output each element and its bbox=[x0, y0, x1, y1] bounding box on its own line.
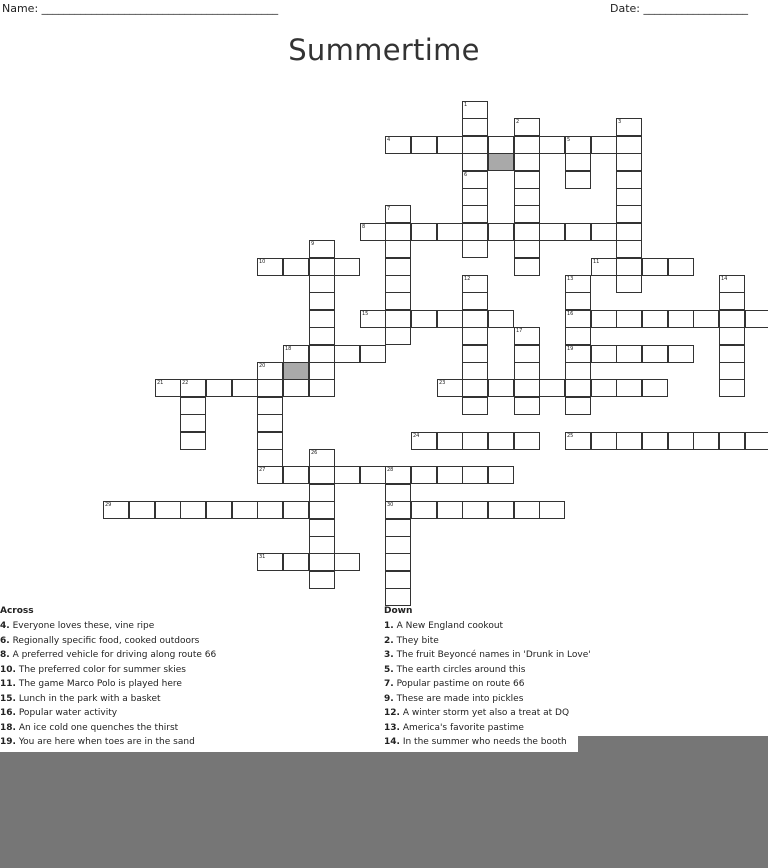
grid-cell[interactable] bbox=[180, 379, 206, 397]
grid-cell[interactable] bbox=[257, 432, 283, 450]
grid-cell[interactable] bbox=[385, 240, 411, 258]
grid-cell[interactable] bbox=[642, 345, 668, 363]
grid-cell[interactable] bbox=[103, 501, 129, 519]
grid-cell[interactable] bbox=[488, 379, 514, 397]
grid-cell[interactable] bbox=[334, 466, 360, 484]
grid-cell[interactable] bbox=[385, 571, 411, 589]
grid-cell[interactable] bbox=[514, 327, 540, 345]
grid-cell[interactable] bbox=[514, 379, 540, 397]
grid-cell[interactable] bbox=[462, 327, 488, 345]
grid-cell[interactable] bbox=[437, 223, 463, 241]
grid-cell[interactable] bbox=[309, 362, 335, 380]
clue-down-3: 3. The fruit Beyoncé names in 'Drunk in Love' bbox=[384, 650, 591, 660]
clue-across-6: 6. Regionally specific food, cooked outdoors bbox=[0, 636, 200, 646]
grid-cell[interactable] bbox=[257, 553, 283, 571]
clue-number: 1 bbox=[464, 102, 468, 108]
grid-cell[interactable] bbox=[309, 536, 335, 554]
clue-down-9: 9. These are made into pickles bbox=[384, 694, 524, 704]
grid-cell[interactable] bbox=[616, 136, 642, 154]
grid-cell[interactable] bbox=[565, 362, 591, 380]
grid-cell[interactable] bbox=[385, 519, 411, 537]
clue-down-1: 1. A New England cookout bbox=[384, 621, 504, 631]
grid-cell[interactable] bbox=[514, 432, 540, 450]
grid-cell[interactable] bbox=[565, 292, 591, 310]
grid-cell[interactable] bbox=[462, 345, 488, 363]
grid-cell[interactable] bbox=[514, 240, 540, 258]
grid-cell[interactable] bbox=[283, 345, 309, 363]
grid-cell[interactable] bbox=[360, 466, 386, 484]
grid-cell[interactable] bbox=[411, 466, 437, 484]
grid-cell[interactable] bbox=[565, 397, 591, 415]
grid-cell[interactable] bbox=[514, 205, 540, 223]
grid-cell[interactable] bbox=[309, 466, 335, 484]
clue-number: 24 bbox=[413, 433, 420, 439]
grid-cell[interactable] bbox=[616, 310, 642, 328]
grid-cell[interactable] bbox=[462, 136, 488, 154]
grid-cell[interactable] bbox=[565, 379, 591, 397]
grid-cell[interactable] bbox=[616, 153, 642, 171]
grid-cell[interactable] bbox=[309, 240, 335, 258]
grid-cell[interactable] bbox=[462, 292, 488, 310]
clue-number: 12 bbox=[464, 276, 471, 282]
clue-number: 23 bbox=[439, 380, 446, 386]
grid-cell[interactable] bbox=[180, 501, 206, 519]
grid-cell[interactable] bbox=[232, 379, 258, 397]
clue-across-4: 4. Everyone loves these, vine ripe bbox=[0, 621, 155, 631]
grid-cell[interactable] bbox=[462, 397, 488, 415]
grid-cell[interactable] bbox=[514, 223, 540, 241]
grid-cell[interactable] bbox=[539, 501, 565, 519]
grid-cell[interactable] bbox=[668, 345, 694, 363]
grid-cell[interactable] bbox=[488, 501, 514, 519]
clue-number: 29 bbox=[105, 502, 112, 508]
grid-cell[interactable] bbox=[565, 327, 591, 345]
grid-cell[interactable] bbox=[616, 240, 642, 258]
grid-cell[interactable] bbox=[488, 310, 514, 328]
clue-down-13: 13. America's favorite pastime bbox=[384, 723, 524, 733]
grid-cell[interactable] bbox=[385, 484, 411, 502]
grid-cell[interactable] bbox=[385, 588, 411, 606]
grid-cell[interactable] bbox=[411, 310, 437, 328]
clue-number: 25 bbox=[567, 433, 574, 439]
grid-cell[interactable] bbox=[257, 449, 283, 467]
clue-number: 31 bbox=[259, 554, 266, 560]
grid-cell[interactable] bbox=[693, 432, 719, 450]
grid-cell[interactable] bbox=[437, 432, 463, 450]
grid-cell[interactable] bbox=[257, 414, 283, 432]
clue-across-15: 15. Lunch in the park with a basket bbox=[0, 694, 161, 704]
grid-cell[interactable] bbox=[565, 345, 591, 363]
grid-cell[interactable] bbox=[385, 136, 411, 154]
grid-cell[interactable] bbox=[514, 362, 540, 380]
grid-cell[interactable] bbox=[719, 345, 745, 363]
clue-number: 10 bbox=[259, 259, 266, 265]
grid-cell[interactable] bbox=[514, 171, 540, 189]
grid-cell[interactable] bbox=[334, 345, 360, 363]
grid-cell[interactable] bbox=[309, 484, 335, 502]
clue-number: 20 bbox=[259, 363, 266, 369]
clue-down-7: 7. Popular pastime on route 66 bbox=[384, 679, 525, 689]
clue-number: 8 bbox=[362, 224, 366, 230]
clue-across-16: 16. Popular water activity bbox=[0, 708, 118, 718]
clue-number: 17 bbox=[516, 328, 523, 334]
grid-cell[interactable] bbox=[385, 205, 411, 223]
grid-cell[interactable] bbox=[309, 310, 335, 328]
grid-cell[interactable] bbox=[257, 501, 283, 519]
grid-cell[interactable] bbox=[385, 258, 411, 276]
grid-cell[interactable] bbox=[488, 136, 514, 154]
grid-cell[interactable] bbox=[591, 345, 617, 363]
grid-cell[interactable] bbox=[385, 536, 411, 554]
grid-cell[interactable] bbox=[283, 379, 309, 397]
grid-cell[interactable] bbox=[642, 258, 668, 276]
clue-number: 9 bbox=[311, 241, 315, 247]
grid-cell[interactable] bbox=[232, 501, 258, 519]
clue-number: 7 bbox=[387, 206, 391, 212]
clue-number: 30 bbox=[387, 502, 394, 508]
grid-cell[interactable] bbox=[437, 136, 463, 154]
grid-cell[interactable] bbox=[462, 188, 488, 206]
grid-cell[interactable] bbox=[334, 258, 360, 276]
grid-cell[interactable] bbox=[129, 501, 155, 519]
grid-cell[interactable] bbox=[565, 171, 591, 189]
grid-cell[interactable] bbox=[180, 397, 206, 415]
grid-cell[interactable] bbox=[488, 432, 514, 450]
grid-cell[interactable] bbox=[616, 258, 642, 276]
grid-cell[interactable] bbox=[385, 292, 411, 310]
grid-cell[interactable] bbox=[539, 223, 565, 241]
grid-cell[interactable] bbox=[462, 275, 488, 293]
grid-cell[interactable] bbox=[360, 223, 386, 241]
grid-cell[interactable] bbox=[283, 501, 309, 519]
clue-down-2: 2. They bite bbox=[384, 636, 439, 646]
grid-cell[interactable] bbox=[616, 432, 642, 450]
grid-cell[interactable] bbox=[591, 223, 617, 241]
grid-cell[interactable] bbox=[257, 379, 283, 397]
clue-down-14: 14. In the summer who needs the booth bbox=[384, 737, 567, 747]
grid-cell[interactable] bbox=[565, 136, 591, 154]
grid-cell[interactable] bbox=[719, 379, 745, 397]
grid-cell[interactable] bbox=[693, 310, 719, 328]
clue-number: 28 bbox=[387, 467, 394, 473]
grid-cell[interactable] bbox=[462, 118, 488, 136]
grid-cell[interactable] bbox=[616, 205, 642, 223]
grid-cell[interactable] bbox=[539, 136, 565, 154]
grid-cell[interactable] bbox=[309, 345, 335, 363]
grid-cell[interactable] bbox=[309, 519, 335, 537]
grid-cell[interactable] bbox=[257, 362, 283, 380]
grid-cell[interactable] bbox=[565, 153, 591, 171]
grid-cell[interactable] bbox=[462, 153, 488, 171]
grid-cell[interactable] bbox=[180, 432, 206, 450]
shaded-cell bbox=[283, 362, 309, 380]
grid-cell[interactable] bbox=[719, 292, 745, 310]
grid-cell[interactable] bbox=[309, 275, 335, 293]
footer-band bbox=[0, 752, 768, 868]
grid-cell[interactable] bbox=[488, 466, 514, 484]
grid-cell[interactable] bbox=[206, 379, 232, 397]
grid-cell[interactable] bbox=[385, 466, 411, 484]
grid-cell[interactable] bbox=[565, 432, 591, 450]
grid-cell[interactable] bbox=[462, 362, 488, 380]
grid-cell[interactable] bbox=[360, 345, 386, 363]
grid-cell[interactable] bbox=[385, 327, 411, 345]
grid-cell[interactable] bbox=[565, 223, 591, 241]
clue-number: 15 bbox=[362, 311, 369, 317]
grid-cell[interactable] bbox=[616, 379, 642, 397]
grid-cell[interactable] bbox=[591, 379, 617, 397]
clue-number: 13 bbox=[567, 276, 574, 282]
grid-cell[interactable] bbox=[719, 327, 745, 345]
clue-number: 5 bbox=[567, 137, 571, 143]
clue-across-18: 18. An ice cold one quenches the thirst bbox=[0, 723, 179, 733]
grid-cell[interactable] bbox=[462, 466, 488, 484]
grid-cell[interactable] bbox=[411, 136, 437, 154]
grid-cell[interactable] bbox=[309, 553, 335, 571]
grid-cell[interactable] bbox=[283, 258, 309, 276]
grid-cell[interactable] bbox=[437, 379, 463, 397]
grid-cell[interactable] bbox=[565, 310, 591, 328]
grid-cell[interactable] bbox=[257, 466, 283, 484]
grid-cell[interactable] bbox=[462, 171, 488, 189]
grid-cell[interactable] bbox=[591, 432, 617, 450]
grid-cell[interactable] bbox=[257, 258, 283, 276]
clue-down-12: 12. A winter storm yet also a treat at DQ bbox=[384, 708, 570, 718]
grid-cell[interactable] bbox=[719, 362, 745, 380]
grid-cell[interactable] bbox=[462, 240, 488, 258]
grid-cell[interactable] bbox=[360, 310, 386, 328]
grid-cell[interactable] bbox=[719, 432, 745, 450]
grid-cell[interactable] bbox=[514, 258, 540, 276]
grid-cell[interactable] bbox=[591, 258, 617, 276]
grid-cell[interactable] bbox=[385, 275, 411, 293]
grid-cell[interactable] bbox=[591, 310, 617, 328]
grid-cell[interactable] bbox=[411, 432, 437, 450]
grid-cell[interactable] bbox=[385, 553, 411, 571]
grid-cell[interactable] bbox=[437, 310, 463, 328]
grid-cell[interactable] bbox=[514, 136, 540, 154]
clue-number: 2 bbox=[516, 119, 520, 125]
clue-across-10: 10. The preferred color for summer skies bbox=[0, 665, 186, 675]
grid-cell[interactable] bbox=[411, 501, 437, 519]
grid-cell[interactable] bbox=[309, 292, 335, 310]
grid-cell[interactable] bbox=[437, 466, 463, 484]
footer-overlay-patch bbox=[578, 736, 768, 752]
grid-cell[interactable] bbox=[565, 275, 591, 293]
grid-cell[interactable] bbox=[462, 379, 488, 397]
grid-cell[interactable] bbox=[745, 432, 768, 450]
grid-cell[interactable] bbox=[283, 466, 309, 484]
grid-cell[interactable] bbox=[719, 275, 745, 293]
grid-cell[interactable] bbox=[334, 553, 360, 571]
grid-cell[interactable] bbox=[616, 223, 642, 241]
clue-number: 26 bbox=[311, 450, 318, 456]
grid-cell[interactable] bbox=[745, 310, 768, 328]
grid-cell[interactable] bbox=[437, 501, 463, 519]
page-title: Summertime bbox=[288, 33, 480, 67]
grid-cell[interactable] bbox=[462, 432, 488, 450]
grid-cell[interactable] bbox=[385, 501, 411, 519]
grid-cell[interactable] bbox=[385, 223, 411, 241]
date-field: Date: ___________________ bbox=[610, 2, 748, 15]
grid-cell[interactable] bbox=[462, 223, 488, 241]
grid-cell[interactable] bbox=[642, 379, 668, 397]
clue-across-11: 11. The game Marco Polo is played here bbox=[0, 679, 182, 689]
grid-cell[interactable] bbox=[309, 327, 335, 345]
grid-cell[interactable] bbox=[616, 171, 642, 189]
grid-cell[interactable] bbox=[668, 258, 694, 276]
grid-cell[interactable] bbox=[616, 345, 642, 363]
grid-cell[interactable] bbox=[155, 501, 181, 519]
grid-cell[interactable] bbox=[591, 136, 617, 154]
shaded-cell bbox=[488, 153, 514, 171]
grid-cell[interactable] bbox=[385, 310, 411, 328]
grid-cell[interactable] bbox=[257, 397, 283, 415]
grid-cell[interactable] bbox=[514, 188, 540, 206]
clue-number: 11 bbox=[593, 259, 600, 265]
grid-cell[interactable] bbox=[180, 414, 206, 432]
clue-number: 3 bbox=[618, 119, 622, 125]
grid-cell[interactable] bbox=[283, 553, 309, 571]
clue-number: 16 bbox=[567, 311, 574, 317]
grid-cell[interactable] bbox=[616, 275, 642, 293]
grid-cell[interactable] bbox=[309, 449, 335, 467]
grid-cell[interactable] bbox=[719, 310, 745, 328]
grid-cell[interactable] bbox=[462, 205, 488, 223]
clue-across-8: 8. A preferred vehicle for driving along route 66 bbox=[0, 650, 217, 660]
grid-cell[interactable] bbox=[514, 118, 540, 136]
grid-cell[interactable] bbox=[309, 379, 335, 397]
grid-cell[interactable] bbox=[514, 345, 540, 363]
grid-cell[interactable] bbox=[155, 379, 181, 397]
grid-cell[interactable] bbox=[309, 258, 335, 276]
clue-number: 4 bbox=[387, 137, 391, 143]
clue-number: 27 bbox=[259, 467, 266, 473]
across-heading: Across bbox=[0, 606, 34, 616]
clue-number: 21 bbox=[157, 380, 164, 386]
grid-cell[interactable] bbox=[462, 101, 488, 119]
grid-cell[interactable] bbox=[309, 571, 335, 589]
grid-cell[interactable] bbox=[642, 310, 668, 328]
grid-cell[interactable] bbox=[668, 432, 694, 450]
grid-cell[interactable] bbox=[514, 397, 540, 415]
clue-number: 22 bbox=[182, 380, 189, 386]
grid-cell[interactable] bbox=[514, 153, 540, 171]
name-field: Name: ___________________________________________ bbox=[2, 2, 279, 15]
clue-number: 18 bbox=[285, 346, 292, 352]
clue-down-5: 5. The earth circles around this bbox=[384, 665, 526, 675]
grid-cell[interactable] bbox=[642, 432, 668, 450]
grid-cell[interactable] bbox=[539, 379, 565, 397]
grid-cell[interactable] bbox=[462, 310, 488, 328]
grid-cell[interactable] bbox=[309, 501, 335, 519]
down-heading: Down bbox=[384, 606, 413, 616]
grid-cell[interactable] bbox=[668, 310, 694, 328]
grid-cell[interactable] bbox=[411, 223, 437, 241]
grid-cell[interactable] bbox=[488, 223, 514, 241]
clue-number: 19 bbox=[567, 346, 574, 352]
clue-number: 6 bbox=[464, 172, 468, 178]
grid-cell[interactable] bbox=[462, 501, 488, 519]
grid-cell[interactable] bbox=[514, 501, 540, 519]
grid-cell[interactable] bbox=[206, 501, 232, 519]
grid-cell[interactable] bbox=[616, 188, 642, 206]
clue-across-19: 19. You are here when toes are in the sand bbox=[0, 737, 195, 747]
clue-number: 14 bbox=[721, 276, 728, 282]
grid-cell[interactable] bbox=[616, 118, 642, 136]
